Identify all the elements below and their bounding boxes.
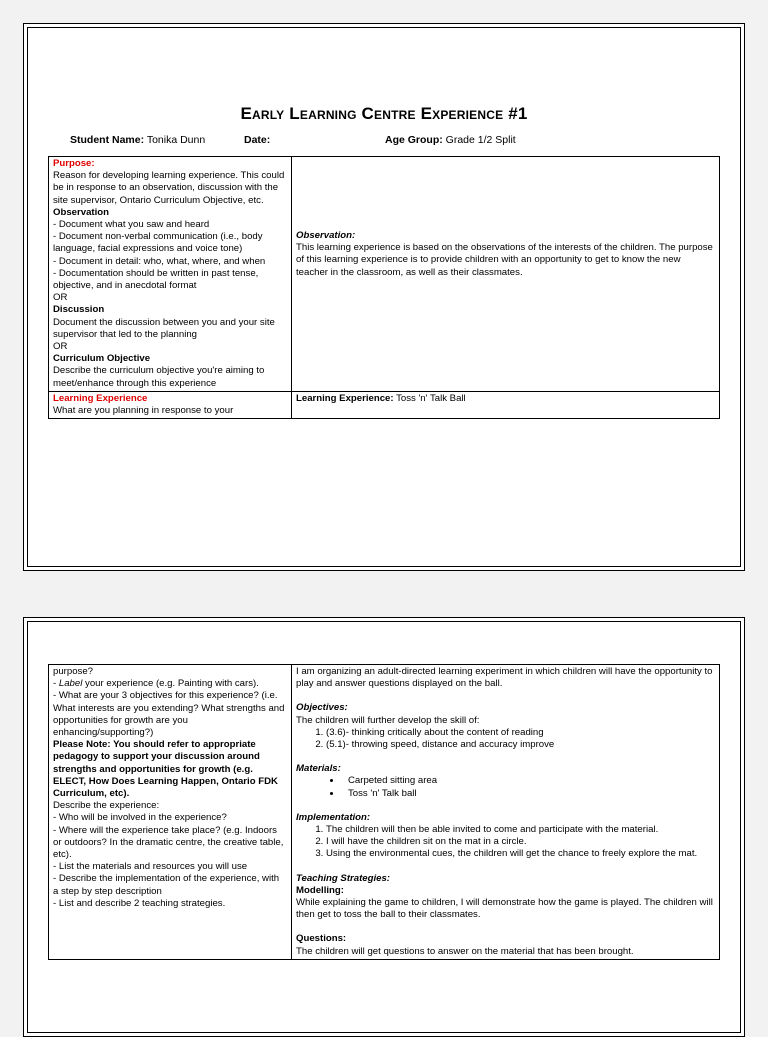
purpose-text: Reason for developing learning experience. This could be in response to an observation, discussion with the site supervisor, Ontario Curriculum Objective, etc.	[53, 170, 285, 206]
describe-item: - List the materials and resources you will use	[53, 861, 248, 873]
curriculum-text: Describe the curriculum objective you're aiming to meet/enhance through this experience	[53, 365, 265, 389]
learning-experience-row	[49, 391, 720, 418]
curriculum-heading: Curriculum Objective	[53, 353, 151, 365]
learning-experience-prompt: What are you planning in response to your	[53, 405, 234, 417]
implementation-step: 2. I will have the children sit on the mat in a circle.	[326, 836, 715, 848]
experience-table-continued	[48, 664, 720, 960]
implementation-step: 1. The children will then be able invited to come and participate with the material.	[326, 824, 715, 836]
pedagogy-note: Please Note: You should refer to appropriate pedagogy to support your discussion around strengths and opportunities for growth (e.g. ELECT, How Does Learning Happen, Ontario FDK Curriculum, etc).	[53, 739, 278, 800]
describe-item: - List and describe 2 teaching strategies.	[53, 897, 226, 909]
learning-experience-value: Toss 'n' Talk Ball	[396, 392, 466, 404]
objectives-label: Objectives:	[296, 702, 348, 714]
questions-label: Questions:	[296, 933, 347, 945]
observation-cell	[292, 157, 720, 392]
questions-text: The children will get questions to answer on the material that has been brought.	[296, 945, 634, 957]
document-page-2	[23, 617, 745, 1037]
document-page-1	[23, 23, 745, 571]
observation-item: - Document non-verbal communication (i.e., body language, facial expressions and voice tone)	[53, 231, 263, 255]
purpose-heading: Purpose:	[53, 158, 95, 169]
date-label: Date:	[244, 134, 271, 146]
observation-label: Observation:	[296, 230, 356, 241]
or-divider: OR	[53, 341, 68, 353]
learning-experience-instructions-cell	[49, 391, 292, 418]
modelling-label: Modelling:	[296, 884, 344, 896]
implementation-step: 3. Using the environmental cues, the children will get the chance to freely explore the mat.	[326, 848, 715, 860]
age-group-label: Age Group:	[385, 134, 443, 146]
student-name-value: Tonika Dunn	[146, 134, 206, 146]
learning-experience-plan-cell	[292, 665, 720, 960]
learning-experience-heading: Learning Experience	[53, 392, 148, 404]
modelling-text: While explaining the game to children, I will demonstrate how the game is played. The children will then get to toss the ball to their classmates.	[296, 897, 713, 921]
purpose-row	[49, 157, 720, 392]
age-group-field	[385, 134, 516, 146]
learning-experience-label: Learning Experience:	[296, 392, 394, 404]
purpose-instructions-cell	[49, 157, 292, 392]
learning-experience-details-row	[49, 665, 720, 960]
student-name-label: Student Name:	[70, 134, 145, 146]
describe-heading: Describe the experience:	[53, 800, 160, 812]
observation-item: - Document what you saw and heard	[53, 219, 210, 231]
plan-intro: I am organizing an adult-directed learning experiment in which children will have the opportunity to play and answer questions displayed on the ball.	[296, 666, 713, 690]
observation-heading: Observation	[53, 206, 109, 218]
discussion-text: Document the discussion between you and your site supervisor that led to the planning	[53, 316, 275, 340]
strategies-label: Teaching Strategies:	[296, 872, 391, 884]
describe-item: - Where will the experience take place? (e.g. Indoors or outdoors? In the dramatic centre, the creative table, etc).	[53, 824, 284, 861]
implementation-label: Implementation:	[296, 811, 371, 823]
implementation-list	[296, 824, 715, 861]
or-divider: OR	[53, 292, 68, 304]
describe-item: - Who will be involved in the experience?	[53, 812, 227, 824]
observation-body: This learning experience is based on the observations of the interests of the children. The purpose of this learning experience is to provide children with an opportunity to get to know the new teacher in the classroom, as well as their classmates.	[296, 242, 713, 278]
materials-label: Materials:	[296, 763, 341, 775]
date-field	[244, 134, 270, 146]
material-item: • Toss 'n' Talk ball	[342, 788, 715, 800]
observation-item: - Documentation should be written in past tense, objective, and in anecdotal format	[53, 267, 259, 292]
experience-table	[48, 156, 720, 419]
learning-experience-cell	[292, 391, 720, 418]
objectives-list	[296, 727, 715, 751]
observation-item: - Document in detail: who, what, where, and when	[53, 255, 266, 267]
instruction-line: purpose?	[53, 666, 94, 677]
objectives-intro: The children will further develop the skill of:	[296, 714, 480, 726]
label-emphasis: Label	[58, 678, 83, 690]
describe-item: - Describe the implementation of the experience, with a step by step description	[53, 873, 280, 897]
label-instruction: - Label your experience (e.g. Painting with cars).	[53, 678, 259, 690]
objective-item: 2. (5.1)- throwing speed, distance and accuracy improve	[326, 739, 715, 751]
student-name-field	[70, 134, 205, 146]
material-item: • Carpeted sitting area	[342, 775, 715, 787]
objectives-instruction: - What are your 3 objectives for this experience? (i.e. What interests are you extending? What strengths and opportunities for growth are you enhancing/supporting?)	[53, 690, 285, 739]
learning-experience-instructions-cell	[49, 665, 292, 960]
discussion-heading: Discussion	[53, 304, 105, 316]
page-title: Early Learning Centre Experience #1	[240, 104, 528, 123]
materials-list	[296, 775, 715, 799]
objective-item: 1. (3.6)- thinking critically about the content of reading	[326, 727, 715, 739]
age-group-value: Grade 1/2 Split	[445, 134, 516, 146]
